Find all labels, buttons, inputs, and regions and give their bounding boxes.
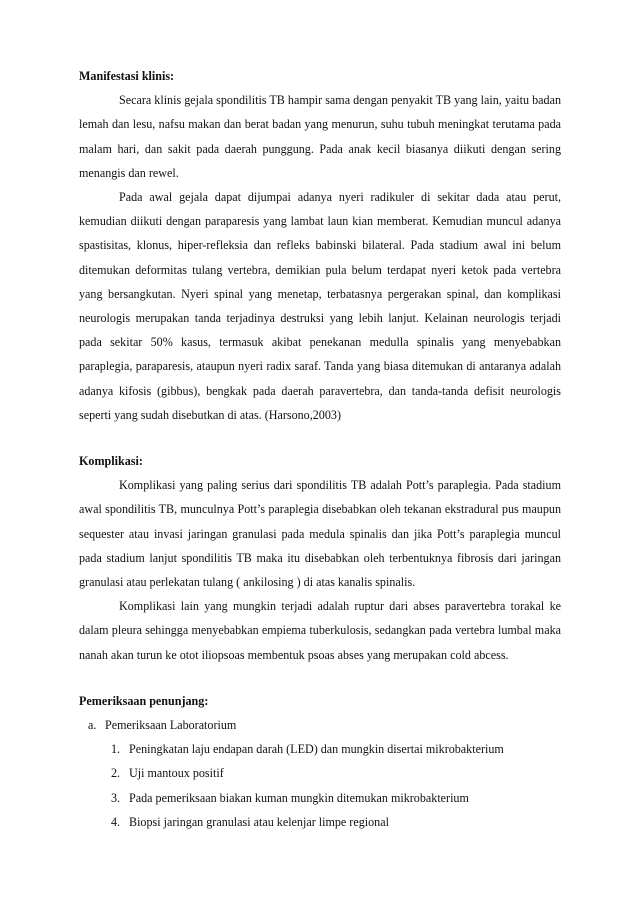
list-item bbox=[111, 810, 561, 834]
list-marker: 4. bbox=[111, 814, 121, 829]
list-marker: a. bbox=[88, 718, 97, 733]
section-heading-manifestasi: Manifestasi klinis: bbox=[79, 69, 175, 83]
list-item bbox=[111, 737, 561, 761]
paragraph: Secara klinis gejala spondilitis TB hampir sama dengan penyakit TB yang lain, yaitu badan lemah dan lesu, nafsu makan dan berat badan yang menurun, suhu tubuh meningkat terutama pada malam hari, dan sakit pada daerah punggung. Pada anak kecil biasanya diikuti dengan sering menangis dan rewel. bbox=[79, 93, 561, 180]
list-item-text: Peningkatan laju endapan darah (LED) dan mungkin disertai mikrobakterium bbox=[129, 742, 504, 757]
document-page bbox=[79, 64, 561, 834]
list-marker: 1. bbox=[111, 742, 121, 757]
list-marker: 3. bbox=[111, 790, 121, 805]
section-heading-pemeriksaan: Pemeriksaan penunjang: bbox=[79, 693, 209, 708]
sublist-item bbox=[88, 713, 561, 737]
paragraph: Pada awal gejala dapat dijumpai adanya nyeri radikuler di sekitar dada atau perut, kemudian diikuti dengan paraparesis yang lambat laun kian memberat. Kemudian muncul adanya spastisitas, klonus, hiper-refleksia dan refleks babinski bilateral. Pada stadium awal ini belum ditemukan deformitas tulang vertebra, demikian pula belum terdapat nyeri ketok pada vertebra yang bersangkutan. Nyeri spinal yang menetap, terbatasnya pergerakan spinal, dan komplikasi neurologis merupakan tanda terjadinya destruksi yang lebih lanjut. Kelainan neurologis terjadi pada sekitar 50% kasus, termasuk akibat penekanan medulla spinalis yang menyebabkan paraplegia, paraparesis, ataupun nyeri radix saraf. Tanda yang biasa ditemukan di antaranya adalah adanya kifosis (gibbus), bengkak pada daerah paravertebra, dan tanda-tanda defisit neurologis seperti yang sudah disebutkan di atas. (Harsono,2003) bbox=[79, 190, 561, 422]
paragraph: Komplikasi lain yang mungkin terjadi adalah ruptur dari abses paravertebra torakal ke dalam pleura sehingga menyebabkan empiema tuberkulosis, sedangkan pada vertebra lumbal maka nanah akan turun ke otot iliopsoas membentuk psoas abses yang merupakan cold abcess. bbox=[79, 599, 561, 662]
list-marker: 2. bbox=[111, 766, 121, 781]
list-item bbox=[111, 786, 561, 810]
list-item-text: Biopsi jaringan granulasi atau kelenjar limpe regional bbox=[129, 814, 389, 829]
list-item-text: Pada pemeriksaan biakan kuman mungkin ditemukan mikrobakterium bbox=[129, 790, 469, 805]
paragraph: Komplikasi yang paling serius dari spondilitis TB adalah Pott’s paraplegia. Pada stadium awal spondilitis TB, munculnya Pott’s paraplegia disebabkan oleh tekanan ekstradural pus maupun sequester atau invasi jaringan granulasi pada medula spinalis dan jika Pott’s paraplegia muncul pada stadium lanjut spondilitis TB maka itu disebabkan oleh terbentuknya fibrosis dari jaringan granulasi atau perlekatan tulang ( ankilosing ) di atas kanalis spinalis. bbox=[79, 478, 561, 590]
list-item bbox=[111, 761, 561, 785]
section-heading-komplikasi: Komplikasi: bbox=[79, 454, 143, 469]
list-item-text: Uji mantoux positif bbox=[129, 766, 224, 781]
sublist-label: Pemeriksaan Laboratorium bbox=[105, 718, 237, 733]
